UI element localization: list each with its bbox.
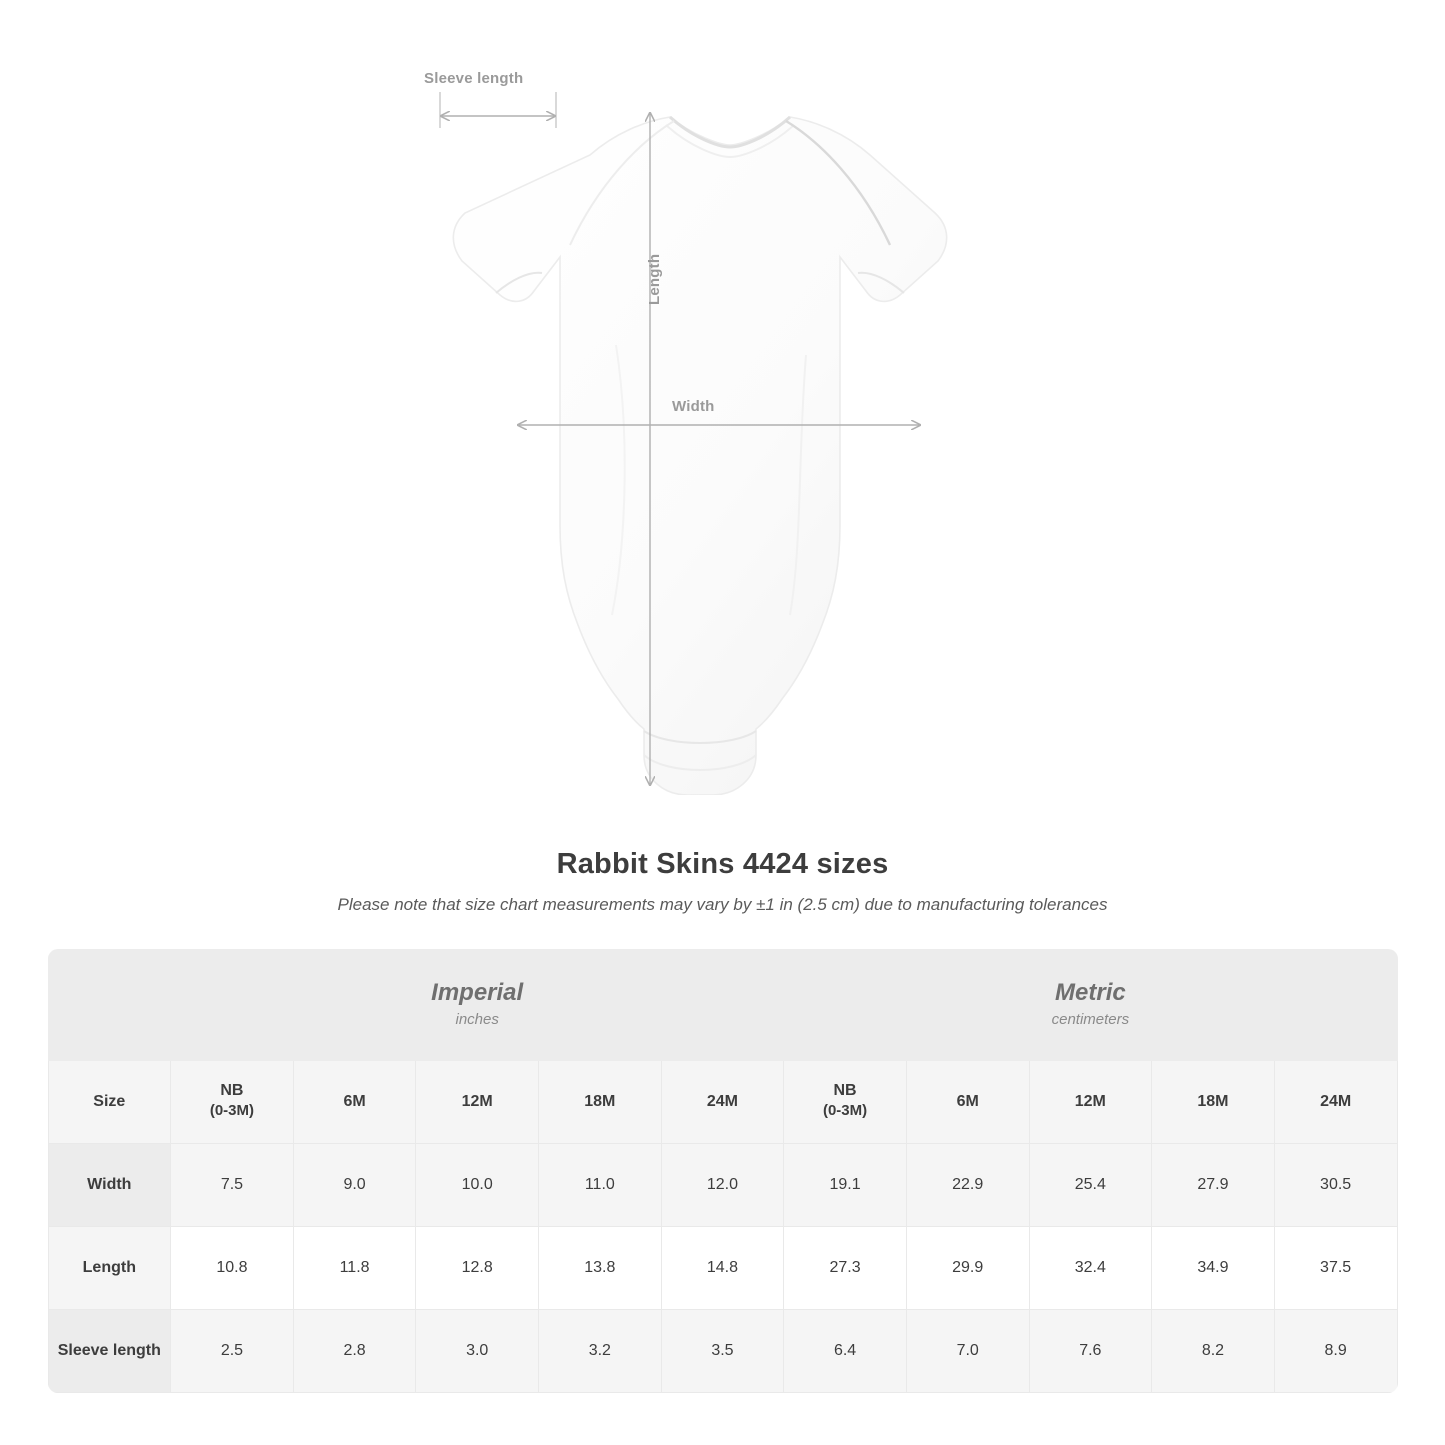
cell-width-4: 12.0 [661, 1144, 784, 1227]
cell-width-5: 19.1 [784, 1144, 907, 1227]
size-header-row [48, 1061, 1397, 1144]
cell-length-3: 13.8 [539, 1227, 662, 1310]
length-label: Length [646, 253, 663, 305]
header-col-0-label: NB [220, 1082, 244, 1100]
sleeve-length-label: Sleeve length [424, 70, 524, 87]
unit-corner-cell [48, 950, 171, 1061]
table-row [48, 1310, 1397, 1393]
header-size: Size [48, 1061, 171, 1144]
title-block [0, 848, 1445, 915]
header-col-3: 18M [539, 1061, 662, 1144]
tolerance-note: Please note that size chart measurements may vary by ±1 in (2.5 cm) due to manufacturing tolerances [337, 895, 1108, 914]
cell-width-8: 27.9 [1152, 1144, 1275, 1227]
cell-sleeve-5: 6.4 [784, 1310, 907, 1393]
cell-width-0: 7.5 [171, 1144, 294, 1227]
row-label-width: Width [48, 1144, 171, 1227]
unit-group-metric-sub: centimeters [1051, 1011, 1130, 1028]
header-col-2: 12M [416, 1061, 539, 1144]
header-col-1: 6M [293, 1061, 416, 1144]
header-col-8: 18M [1152, 1061, 1275, 1144]
cell-length-6: 29.9 [906, 1227, 1029, 1310]
header-col-5-label: NB [833, 1082, 857, 1100]
row-label-sleeve-length: Sleeve length [48, 1310, 171, 1393]
cell-sleeve-2: 3.0 [416, 1310, 539, 1393]
width-label: Width [672, 398, 715, 415]
cell-length-8: 34.9 [1152, 1227, 1275, 1310]
header-col-0 [171, 1061, 294, 1144]
unit-group-imperial [171, 950, 784, 1061]
header-col-5-sub: (0-3M) [822, 1102, 868, 1120]
row-label-length: Length [48, 1227, 171, 1310]
cell-sleeve-6: 7.0 [906, 1310, 1029, 1393]
cell-length-7: 32.4 [1029, 1227, 1152, 1310]
cell-width-2: 10.0 [416, 1144, 539, 1227]
header-col-4: 24M [661, 1061, 784, 1144]
cell-sleeve-3: 3.2 [539, 1310, 662, 1393]
header-col-9: 24M [1274, 1061, 1397, 1144]
cell-length-5: 27.3 [784, 1227, 907, 1310]
unit-header-row [48, 950, 1397, 1061]
cell-length-2: 12.8 [416, 1227, 539, 1310]
cell-length-0: 10.8 [171, 1227, 294, 1310]
unit-group-imperial-name: Imperial [431, 979, 524, 1006]
cell-sleeve-0: 2.5 [171, 1310, 294, 1393]
cell-width-6: 22.9 [906, 1144, 1029, 1227]
size-chart-table [48, 949, 1398, 1393]
cell-sleeve-7: 7.6 [1029, 1310, 1152, 1393]
table-row [48, 1227, 1397, 1310]
unit-group-metric [784, 950, 1397, 1061]
header-col-6: 6M [906, 1061, 1029, 1144]
cell-sleeve-4: 3.5 [661, 1310, 784, 1393]
size-chart-table-wrapper [48, 949, 1398, 1393]
cell-width-3: 11.0 [539, 1144, 662, 1227]
header-col-0-sub: (0-3M) [209, 1102, 255, 1120]
cell-length-4: 14.8 [661, 1227, 784, 1310]
cell-width-7: 25.4 [1029, 1144, 1152, 1227]
header-col-7: 12M [1029, 1061, 1152, 1144]
table-row [48, 1144, 1397, 1227]
cell-sleeve-9: 8.9 [1274, 1310, 1397, 1393]
cell-width-9: 30.5 [1274, 1144, 1397, 1227]
cell-width-1: 9.0 [293, 1144, 416, 1227]
unit-group-imperial-sub: inches [455, 1011, 499, 1028]
cell-length-1: 11.8 [293, 1227, 416, 1310]
cell-sleeve-1: 2.8 [293, 1310, 416, 1393]
unit-group-metric-name: Metric [1055, 979, 1126, 1006]
cell-sleeve-8: 8.2 [1152, 1310, 1275, 1393]
header-col-5 [784, 1061, 907, 1144]
cell-length-9: 37.5 [1274, 1227, 1397, 1310]
page-title: Rabbit Skins 4424 sizes [556, 848, 889, 880]
